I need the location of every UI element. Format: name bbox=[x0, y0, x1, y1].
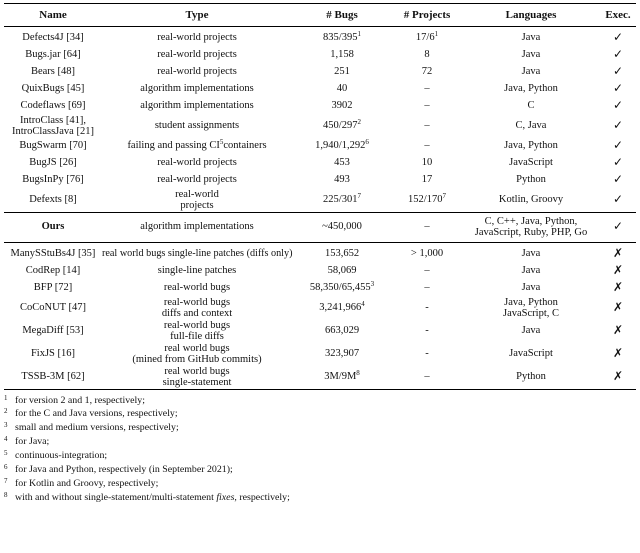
cell-bugs: $835/395^1$ bbox=[323, 30, 361, 44]
table-row bbox=[4, 297, 636, 320]
cell-projects: - bbox=[425, 302, 429, 314]
table-row bbox=[4, 155, 636, 172]
cell-languages: Python bbox=[462, 366, 600, 390]
cell-name: Ours bbox=[4, 212, 102, 242]
cell-name: MegaDiff [53] bbox=[22, 325, 84, 337]
cell-languages: C, Java bbox=[515, 120, 547, 132]
comparison-table-figure bbox=[4, 3, 636, 504]
cell-type: real-world projects bbox=[157, 66, 237, 78]
cell-bugs: 153,652 bbox=[324, 248, 360, 260]
table-row bbox=[4, 81, 636, 98]
check-icon: ✓ bbox=[612, 138, 624, 153]
header-type: Type bbox=[102, 4, 292, 27]
cell-type: failing and passing $CI^5containers$ bbox=[127, 138, 267, 152]
cell-name: ManySStuBs4J [35] bbox=[10, 248, 96, 260]
check-icon: ✓ bbox=[612, 64, 624, 79]
table-row bbox=[4, 47, 636, 64]
cell-languages: C, C++, Java, Python, JavaScript, Ruby, PHP, Go bbox=[462, 212, 600, 242]
cell-languages: JavaScript bbox=[509, 348, 553, 360]
check-icon: ✓ bbox=[612, 98, 624, 113]
table-row bbox=[4, 115, 636, 138]
footnote: 8 with and without single-statement/multi-statement fixes, respectively; bbox=[4, 490, 290, 503]
check-icon: ✓ bbox=[612, 81, 624, 96]
footnote: 2 for the C and Java versions, respectively; bbox=[4, 407, 178, 420]
cell-languages: Java bbox=[521, 49, 541, 61]
cell-languages: JavaScript bbox=[509, 157, 553, 169]
cell-projects: – bbox=[424, 265, 430, 277]
cell-languages: Java, Python JavaScript, C bbox=[503, 296, 559, 319]
cell-type: algorithm implementations bbox=[140, 100, 254, 112]
cross-icon: ✗ bbox=[600, 366, 636, 390]
cell-name: Bears [48] bbox=[30, 66, 76, 78]
header-bugs: # Bugs bbox=[292, 4, 392, 27]
cell-name: Bugs.jar [64] bbox=[25, 49, 81, 61]
cell-bugs: 1,940/1,292$^6$ bbox=[315, 138, 369, 152]
check-icon: ✓ bbox=[612, 118, 624, 133]
cell-projects: 8 bbox=[424, 49, 430, 61]
table-row bbox=[4, 263, 636, 280]
footnote: 3 small and medium versions, respectively; bbox=[4, 421, 179, 434]
cell-name: IntroClass [41], IntroClassJava [21] bbox=[12, 114, 94, 137]
check-icon: ✓ bbox=[612, 30, 624, 45]
cell-name: Defexts [8] bbox=[29, 194, 77, 206]
cell-languages: Java bbox=[521, 282, 541, 294]
footnotes bbox=[4, 393, 636, 504]
cell-name: CoCoNUT [47] bbox=[19, 302, 86, 314]
cell-type: algorithm implementations bbox=[102, 212, 292, 242]
cell-languages: Python bbox=[516, 174, 546, 186]
footnote: 7 for Kotlin and Groovy, respectively; bbox=[4, 476, 159, 489]
header-name: Name bbox=[4, 4, 102, 27]
cell-name: FixJS [16] bbox=[30, 348, 76, 360]
cell-type: real-world bugs diffs and context bbox=[161, 296, 233, 319]
cell-projects: 17 bbox=[421, 174, 433, 186]
cell-type: real world bugs single-line patches (diffs only) bbox=[102, 248, 293, 260]
cell-name: BugSwarm [70] bbox=[19, 140, 87, 152]
cell-type: real-world projects bbox=[157, 174, 237, 186]
cross-icon: ✗ bbox=[612, 346, 624, 361]
cell-languages: Java bbox=[521, 32, 541, 44]
check-icon: ✓ bbox=[612, 155, 624, 170]
benchmark-table bbox=[4, 3, 636, 390]
table-row bbox=[4, 64, 636, 81]
header-projects: # Projects bbox=[392, 4, 462, 27]
cross-icon: ✗ bbox=[612, 263, 624, 278]
cell-languages: Java, Python bbox=[504, 140, 558, 152]
cell-projects: – bbox=[424, 140, 430, 152]
cell-languages: Kotlin, Groovy bbox=[498, 194, 564, 206]
cell-type: algorithm implementations bbox=[140, 83, 254, 95]
cell-bugs: $225/301^7$ bbox=[323, 192, 361, 206]
header-row bbox=[4, 4, 636, 27]
cell-bugs: 251 bbox=[334, 66, 350, 78]
table-row bbox=[4, 189, 636, 213]
footnote: 6 for Java and Python, respectively (in September 2021); bbox=[4, 463, 233, 476]
table-row bbox=[4, 98, 636, 115]
cell-projects: – bbox=[424, 100, 430, 112]
cell-name: Codeflaws [69] bbox=[20, 100, 86, 112]
table-row bbox=[4, 343, 636, 366]
cell-languages: C bbox=[527, 100, 535, 112]
table-row bbox=[4, 366, 636, 390]
table-row bbox=[4, 26, 636, 47]
cell-languages: Java bbox=[521, 248, 541, 260]
cell-name: BugsInPy [76] bbox=[22, 174, 84, 186]
cell-type: real-world projects bbox=[157, 49, 237, 61]
table-row bbox=[4, 280, 636, 297]
table-row bbox=[4, 242, 636, 263]
ours-row bbox=[4, 212, 636, 242]
cell-projects: – bbox=[424, 83, 430, 95]
check-icon: ✓ bbox=[612, 192, 624, 207]
footnote: 4 for Java; bbox=[4, 435, 50, 448]
cell-projects: $152/170^7$ bbox=[408, 192, 446, 206]
cell-bugs: 3902 bbox=[331, 100, 353, 112]
cross-icon: ✗ bbox=[612, 300, 624, 315]
check-icon: ✓ bbox=[612, 47, 624, 62]
cell-languages: Java bbox=[521, 325, 541, 337]
cell-bugs: 663,029 bbox=[324, 325, 360, 337]
cross-icon: ✗ bbox=[612, 280, 624, 295]
cell-type: real-world projects bbox=[175, 188, 219, 211]
cell-type: real world bugs single-statement bbox=[102, 366, 292, 390]
cell-bugs: $450/297^2$ bbox=[323, 118, 361, 132]
cell-type: student assignments bbox=[154, 120, 240, 132]
cell-name: BugJS [26] bbox=[29, 157, 77, 169]
table-row bbox=[4, 320, 636, 343]
cell-projects: – bbox=[392, 366, 462, 390]
cell-projects: – bbox=[424, 282, 430, 294]
cell-type: real world bugs (mined from GitHub commits) bbox=[132, 342, 262, 365]
footnote: 1 for version 2 and 1, respectively; bbox=[4, 393, 145, 406]
cell-projects: 72 bbox=[421, 66, 433, 78]
table-row bbox=[4, 138, 636, 155]
cell-projects: 10 bbox=[421, 157, 433, 169]
cell-projects: $17/6^1$ bbox=[415, 30, 439, 44]
cell-projects: - bbox=[425, 348, 429, 360]
cell-languages: Java, Python bbox=[504, 83, 558, 95]
cell-bugs: 453 bbox=[334, 157, 350, 169]
cell-bugs: 40 bbox=[336, 83, 348, 95]
cell-bugs: 323,907 bbox=[324, 348, 360, 360]
cell-name: Defects4J [34] bbox=[22, 32, 84, 44]
cell-name: TSSB-3M [62] bbox=[4, 366, 102, 390]
cell-bugs: 1,158 bbox=[330, 49, 354, 61]
cell-projects: – bbox=[424, 120, 430, 132]
cell-bugs: 3,241,966$^4$ bbox=[319, 300, 365, 314]
check-icon: ✓ bbox=[612, 172, 624, 187]
cell-bugs: 58,069 bbox=[327, 265, 357, 277]
cell-projects: > 1,000 bbox=[410, 248, 444, 260]
cell-type: real-world bugs full-file diffs bbox=[163, 319, 231, 342]
cell-name: BFP [72] bbox=[33, 282, 73, 294]
footnote: 5 continuous-integration; bbox=[4, 449, 108, 462]
cross-icon: ✗ bbox=[612, 323, 624, 338]
table-row bbox=[4, 172, 636, 189]
cell-languages: Java bbox=[521, 66, 541, 78]
cell-bugs: 58,350/65,455$^3$ bbox=[309, 280, 375, 294]
header-exec: Exec. bbox=[600, 4, 636, 27]
cell-type: real-world projects bbox=[157, 157, 237, 169]
cell-projects: - bbox=[425, 325, 429, 337]
cell-type: single-line patches bbox=[157, 265, 237, 277]
cross-icon: ✗ bbox=[612, 246, 624, 261]
cell-name: QuixBugs [45] bbox=[21, 83, 85, 95]
cell-name: CodRep [14] bbox=[25, 265, 81, 277]
cell-bugs: $3M/9M^8$ bbox=[292, 366, 392, 390]
header-languages: Languages bbox=[462, 4, 600, 27]
cell-bugs: ~450,000 bbox=[292, 212, 392, 242]
cell-type: real-world projects bbox=[157, 32, 237, 44]
cell-bugs: 493 bbox=[334, 174, 350, 186]
cell-type: real-world bugs bbox=[163, 282, 231, 294]
check-icon: ✓ bbox=[600, 212, 636, 242]
cell-languages: Java bbox=[521, 265, 541, 277]
cell-projects: – bbox=[392, 212, 462, 242]
